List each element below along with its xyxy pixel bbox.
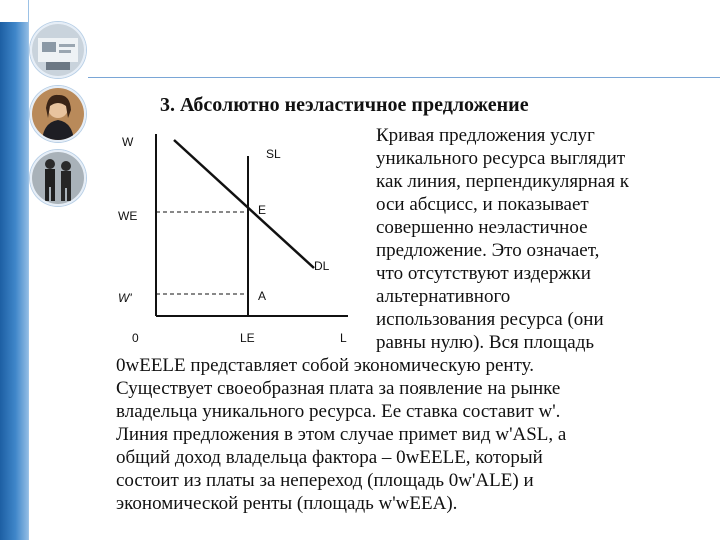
body-paragraph: [116, 354, 716, 515]
x-axis-label: L: [340, 331, 347, 345]
point-a-label: A: [258, 289, 267, 303]
demand-label: DL: [314, 259, 330, 273]
y-axis-label: W: [122, 135, 134, 149]
slide-title: 3. Абсолютно неэластичное предложение: [160, 94, 529, 116]
side-line: использования ресурса (они: [376, 309, 604, 330]
origin-label: 0: [132, 331, 139, 345]
left-decorative-strip: [0, 0, 28, 540]
side-line: предложение. Это означает,: [376, 240, 600, 261]
body-line: состоит из платы за непереход (площадь 0w'ALE) и: [116, 470, 534, 491]
header-rule: [88, 77, 720, 78]
side-paragraph: [376, 124, 716, 354]
side-line: совершенно неэластичное: [376, 217, 588, 238]
side-line: оси абсцисс, и показывает: [376, 194, 589, 215]
people-walking-icon: [30, 150, 86, 206]
demand-line: [174, 140, 314, 268]
woman-portrait-icon: [30, 86, 86, 142]
body-line: 0wEELE представляет собой экономическую ренту.: [116, 355, 534, 376]
body-line: владельца уникального ресурса. Ее ставка составит w'.: [116, 401, 561, 422]
supply-label: SL: [266, 147, 281, 161]
office-photo-icon: [30, 22, 86, 78]
supply-demand-graph: [108, 120, 368, 350]
point-e-label: E: [258, 203, 267, 217]
side-line: альтернативного: [376, 286, 511, 307]
strip-divider: [28, 0, 29, 540]
side-line: равны нулю). Вся площадь: [376, 332, 595, 353]
body-line: Линия предложения в этом случае примет вид w'ASL, а: [116, 424, 567, 445]
side-line: как линия, перпендикулярная к: [376, 171, 629, 192]
side-line: что отсутствуют издержки: [376, 263, 591, 284]
body-line: общий доход владельца фактора – 0wEELE, который: [116, 447, 543, 468]
we-label: WE: [118, 209, 138, 223]
side-line: Кривая предложения услуг: [376, 125, 595, 146]
body-line: Существует своеобразная плата за появление на рынке: [116, 378, 561, 399]
side-line: уникального ресурса выглядит: [376, 148, 626, 169]
w-prime-label: W': [118, 291, 132, 305]
le-label: LE: [240, 331, 255, 345]
body-line: экономической ренты (площадь w'wEEA).: [116, 493, 458, 514]
